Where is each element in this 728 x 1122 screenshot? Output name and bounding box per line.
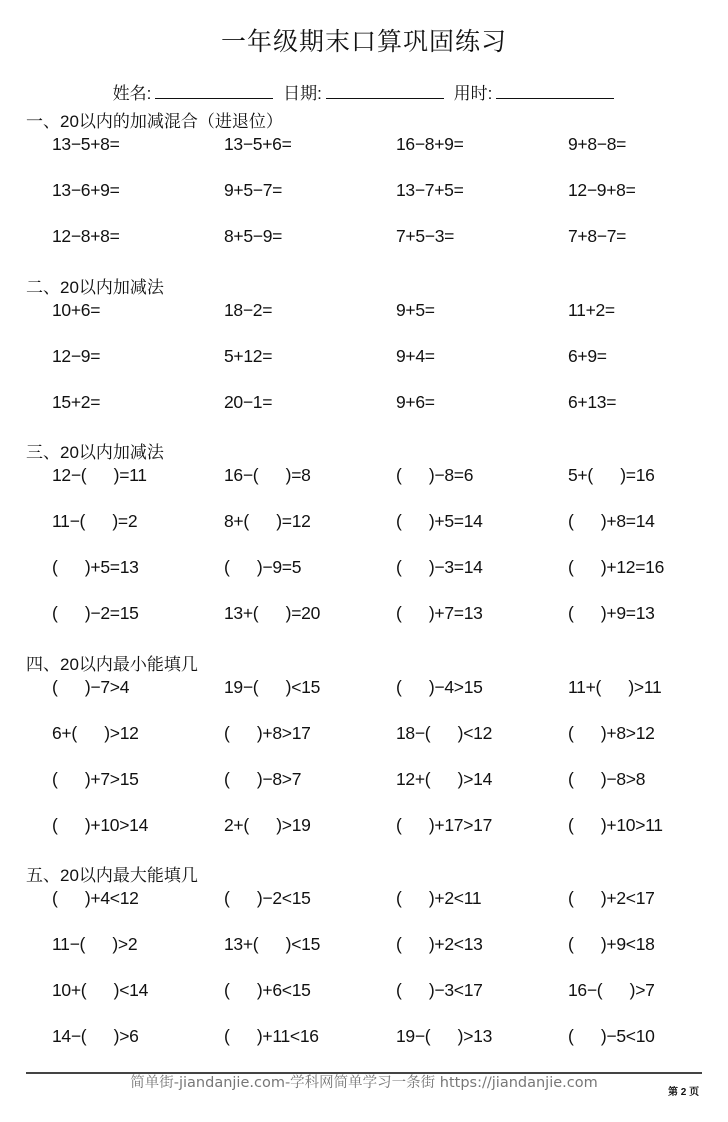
problem: ( )−4>15 [396, 677, 483, 697]
problem: ( )−9=5 [224, 557, 302, 577]
problem: 6+13= [568, 392, 617, 412]
problem: ( )+17>17 [396, 815, 492, 835]
problem: ( )+2<11 [396, 888, 482, 908]
problem-row [0, 180, 728, 202]
section-title: 四、20以内最小能填几 [26, 655, 198, 674]
problem: 11−( )=2 [52, 511, 138, 531]
problem: ( )+11<16 [224, 1026, 319, 1046]
problem: 13+( )=20 [224, 603, 320, 623]
problem: ( )+10>11 [568, 815, 663, 835]
problem: 16−( )>7 [568, 980, 655, 1000]
problem: 10+( )<14 [52, 980, 148, 1000]
problem: 13+( )<15 [224, 934, 320, 954]
problem: 7+8−7= [568, 226, 627, 246]
date-label: 日期: [283, 84, 322, 103]
problem: 9+4= [396, 346, 435, 366]
problem: 11+2= [568, 300, 615, 320]
problem: 13−6+9= [52, 180, 120, 200]
problem: ( )+2<13 [396, 934, 483, 954]
problem: ( )+4<12 [52, 888, 139, 908]
problem: 12−9= [52, 346, 101, 366]
footer-watermark: 简单街-jiandanjie.com-学科网简单学习一条街 https://jiandanjie.com [130, 1075, 598, 1091]
section-title: 三、20以内加减法 [26, 443, 164, 462]
problem: ( )+6<15 [224, 980, 311, 1000]
problem: 18−2= [224, 300, 273, 320]
time-label: 用时: [453, 84, 493, 103]
problem-row [0, 603, 728, 625]
problem-row [0, 392, 728, 414]
problem: 6+( )>12 [52, 723, 139, 743]
problem: ( )+5=13 [52, 557, 139, 577]
problem-row [0, 677, 728, 699]
problem: 12−8+8= [52, 226, 120, 246]
problem: ( )+10>14 [52, 815, 148, 835]
problem: 9+5= [396, 300, 435, 320]
section-title: 一、20以内的加减混合（进退位） [26, 112, 283, 131]
name-blank[interactable] [155, 84, 273, 99]
problem: 12−9+8= [568, 180, 636, 200]
problem: ( )−2=15 [52, 603, 139, 623]
problem: ( )+2<17 [568, 888, 655, 908]
problem-row [0, 511, 728, 533]
problem: ( )+8>17 [224, 723, 311, 743]
problem-row [0, 815, 728, 837]
problem: 13−7+5= [396, 180, 464, 200]
problem: 12−( )=11 [52, 465, 147, 485]
problem: 16−8+9= [396, 134, 464, 154]
problem: 10+6= [52, 300, 101, 320]
page-title: 一年级期末口算巩固练习 [220, 28, 507, 56]
problem: 8+5−9= [224, 226, 283, 246]
problem: 12+( )>14 [396, 769, 492, 789]
problem: ( )−8>8 [568, 769, 646, 789]
time-blank[interactable] [496, 84, 614, 99]
problem: 6+9= [568, 346, 607, 366]
problem: 19−( )<15 [224, 677, 320, 697]
problem: 2+( )>19 [224, 815, 311, 835]
problem: 8+( )=12 [224, 511, 311, 531]
problem-row [0, 1026, 728, 1048]
problem: 11+( )>11 [568, 677, 662, 697]
problem-row [0, 723, 728, 745]
problem: 19−( )>13 [396, 1026, 492, 1046]
date-blank[interactable] [326, 84, 444, 99]
problem: ( )−8>7 [224, 769, 302, 789]
problem-row [0, 557, 728, 579]
problem-row [0, 300, 728, 322]
problem-row [0, 226, 728, 248]
problem: 14−( )>6 [52, 1026, 139, 1046]
problem: ( )−2<15 [224, 888, 311, 908]
problem-row [0, 769, 728, 791]
problem-row [0, 465, 728, 487]
problem: 16−( )=8 [224, 465, 311, 485]
problem: ( )−8=6 [396, 465, 474, 485]
section-title: 五、20以内最大能填几 [26, 866, 198, 885]
problem: ( )+8>12 [568, 723, 655, 743]
problem: 15+2= [52, 392, 101, 412]
problem-row [0, 980, 728, 1002]
page-number: 第 2 页 [668, 1087, 700, 1098]
problem: 9+8−8= [568, 134, 627, 154]
problem: ( )−5<10 [568, 1026, 655, 1046]
problem: 5+12= [224, 346, 273, 366]
problem: ( )−3=14 [396, 557, 483, 577]
problem: 9+6= [396, 392, 435, 412]
problem: ( )+7=13 [396, 603, 483, 623]
problem: ( )+5=14 [396, 511, 483, 531]
name-label: 姓名: [112, 84, 152, 103]
problem-row [0, 134, 728, 156]
student-info-line [0, 79, 728, 104]
problem: ( )−3<17 [396, 980, 483, 1000]
problem: 18−( )<12 [396, 723, 492, 743]
problem: ( )+12=16 [568, 557, 664, 577]
problem: 7+5−3= [396, 226, 455, 246]
problem: 20−1= [224, 392, 273, 412]
problem: ( )+8=14 [568, 511, 655, 531]
problem-row [0, 934, 728, 956]
problem: 11−( )>2 [52, 934, 138, 954]
problem: 9+5−7= [224, 180, 283, 200]
problem: ( )+7>15 [52, 769, 139, 789]
problem-row [0, 888, 728, 910]
problem-row [0, 346, 728, 368]
problem: 13−5+8= [52, 134, 120, 154]
problem: 13−5+6= [224, 134, 292, 154]
problem: 5+( )=16 [568, 465, 655, 485]
problem: ( )+9=13 [568, 603, 655, 623]
problem: ( )−7>4 [52, 677, 130, 697]
problem: ( )+9<18 [568, 934, 655, 954]
section-title: 二、20以内加减法 [26, 278, 164, 297]
